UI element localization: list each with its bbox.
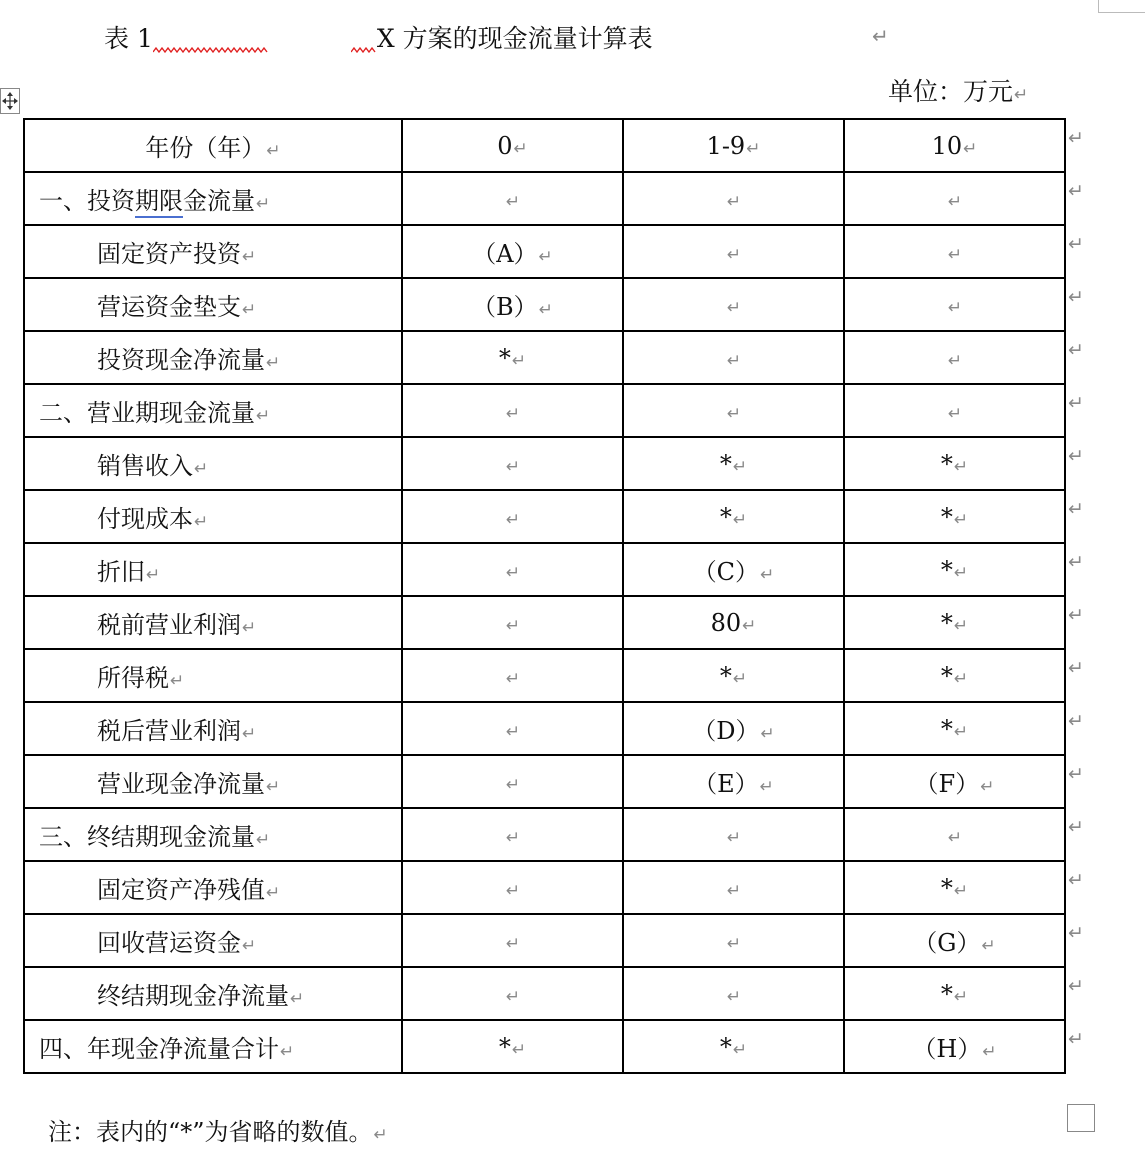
paragraph-mark: ↵ (256, 194, 271, 214)
row-end-mark: ↵ (1068, 445, 1084, 467)
paragraph-mark: ↵ (726, 244, 742, 265)
paragraph-mark: ↵ (146, 565, 161, 585)
table-header-row (24, 119, 1065, 172)
table-row (24, 543, 1065, 596)
table-row (24, 278, 1065, 331)
row-label: 固定资产投资 (97, 240, 241, 268)
paragraph-mark: ↵ (194, 512, 209, 532)
table-row (24, 1020, 1065, 1073)
row-end-marks (1068, 118, 1098, 1072)
row-end-mark: ↵ (1068, 498, 1084, 520)
row-label: 回收营运资金 (97, 929, 241, 957)
row-label-cell[interactable] (24, 914, 402, 967)
row-end-mark: ↵ (1068, 604, 1084, 626)
paragraph-mark: ↵ (242, 618, 257, 638)
table-number: 表 1 (104, 24, 153, 53)
table-row (24, 808, 1065, 861)
value-cell-year-1-9[interactable] (623, 172, 844, 225)
value-cell-year-1-9[interactable] (623, 967, 844, 1020)
paragraph-mark: ↵ (953, 721, 969, 742)
row-label-cell[interactable] (24, 808, 402, 861)
cell-value: * (498, 343, 511, 372)
value-cell-year-10[interactable] (844, 331, 1065, 384)
value-cell-year-10[interactable] (844, 1020, 1065, 1073)
paragraph-mark: ↵ (511, 1039, 527, 1060)
value-cell-year-10[interactable] (844, 490, 1065, 543)
value-cell-year-0[interactable] (402, 1020, 623, 1073)
value-cell-year-10[interactable] (844, 278, 1065, 331)
table-row (24, 490, 1065, 543)
value-cell-year-10[interactable] (844, 437, 1065, 490)
row-label: 营业现金净流量 (97, 770, 265, 798)
cell-value: * (498, 1032, 511, 1061)
paragraph-mark: ↵ (953, 668, 969, 689)
page-corner-marker (1098, 0, 1145, 13)
paragraph-mark: ↵ (759, 777, 774, 797)
row-end-mark: ↵ (1068, 975, 1084, 997)
cell-value: （C） (692, 558, 760, 586)
value-cell-year-0[interactable] (402, 914, 623, 967)
paragraph-mark: ↵ (242, 247, 257, 267)
grammar-underline: 期限 (135, 187, 183, 215)
paragraph-mark: ↵ (726, 880, 742, 901)
paragraph-mark: ↵ (505, 403, 521, 424)
row-end-mark: ↵ (1068, 551, 1084, 573)
paragraph-mark: ↵ (732, 509, 748, 530)
row-label: 所得税 (97, 664, 169, 692)
row-end-mark: ↵ (1068, 286, 1084, 308)
cell-value: （B） (472, 293, 538, 321)
value-cell-year-10[interactable] (844, 967, 1065, 1020)
paragraph-mark: ↵ (242, 936, 257, 956)
row-end-mark: ↵ (1068, 816, 1084, 838)
paragraph-mark: ↵ (266, 777, 281, 797)
value-cell-year-10[interactable] (844, 225, 1065, 278)
row-label-cell[interactable] (24, 490, 402, 543)
table-row (24, 225, 1065, 278)
paragraph-mark: ↵ (290, 989, 305, 1009)
paragraph-mark: ↵ (726, 986, 742, 1007)
paragraph-mark: ↵ (726, 350, 742, 371)
paragraph-mark: ↵ (505, 774, 521, 795)
value-cell-year-0[interactable] (402, 490, 623, 543)
paragraph-mark: ↵ (256, 830, 271, 850)
paragraph-mark: ↵ (538, 247, 553, 267)
paragraph-mark: ↵ (505, 933, 521, 954)
paragraph-mark: ↵ (170, 671, 185, 691)
value-cell-year-0[interactable] (402, 967, 623, 1020)
value-cell-year-1-9[interactable] (623, 1020, 844, 1073)
row-label-cell[interactable] (24, 649, 402, 702)
paragraph-mark: ↵ (953, 615, 969, 636)
row-end-mark: ↵ (1068, 922, 1084, 944)
row-label-cell[interactable] (24, 755, 402, 808)
table-row (24, 702, 1065, 755)
value-cell-year-10[interactable] (844, 172, 1065, 225)
paragraph-mark: ↵ (947, 827, 963, 848)
value-cell-year-0[interactable] (402, 861, 623, 914)
paragraph-mark: ↵ (982, 1042, 997, 1062)
cell-value: （D） (692, 717, 760, 745)
row-label-cell[interactable] (24, 861, 402, 914)
table-row (24, 861, 1065, 914)
value-cell-year-1-9[interactable] (623, 596, 844, 649)
value-cell-year-0[interactable] (402, 649, 623, 702)
unit-label: 单位：万元↵ (888, 77, 1029, 106)
paragraph-mark: ↵ (505, 880, 521, 901)
paragraph-mark: ↵ (726, 297, 742, 318)
paragraph-mark: ↵ (505, 456, 521, 477)
cell-value: * (719, 661, 732, 690)
value-cell-year-1-9[interactable] (623, 278, 844, 331)
paragraph-mark: ↵ (194, 459, 209, 479)
paragraph-mark: ↵ (947, 244, 963, 265)
cell-value: 80 (710, 608, 742, 637)
table-row (24, 649, 1065, 702)
value-cell-year-1-9[interactable] (623, 861, 844, 914)
value-cell-year-10[interactable] (844, 543, 1065, 596)
paragraph-mark: ↵ (953, 509, 969, 530)
value-cell-year-10[interactable] (844, 914, 1065, 967)
row-label-cell[interactable] (24, 967, 402, 1020)
paragraph-mark: ↵ (726, 191, 742, 212)
cell-value: * (940, 661, 953, 690)
value-cell-year-10[interactable] (844, 384, 1065, 437)
value-cell-year-1-9[interactable] (623, 808, 844, 861)
header-year-cell[interactable]: 年份（年）↵ (24, 119, 402, 172)
paragraph-mark: ↵ (538, 300, 553, 320)
value-cell-year-10[interactable] (844, 861, 1065, 914)
paragraph-mark: ↵ (726, 827, 742, 848)
value-cell-year-1-9[interactable] (623, 225, 844, 278)
paragraph-mark: ↵ (947, 403, 963, 424)
paragraph-mark: ↵ (742, 615, 757, 636)
paragraph-mark: ↵ (947, 350, 963, 371)
value-cell-year-1-9[interactable] (623, 914, 844, 967)
header-col-1-9[interactable]: 1-9↵ (623, 119, 844, 172)
row-label: 固定资产净残值 (97, 876, 265, 904)
row-label: 税后营业利润 (97, 717, 241, 745)
value-cell-year-0[interactable] (402, 543, 623, 596)
paragraph-mark: ↵ (242, 724, 257, 744)
cell-value: * (940, 608, 953, 637)
cell-value: * (940, 449, 953, 478)
value-cell-year-0[interactable] (402, 596, 623, 649)
table-row (24, 172, 1065, 225)
paragraph-mark: ↵ (266, 883, 281, 903)
row-label-cell[interactable] (24, 702, 402, 755)
value-cell-year-0[interactable] (402, 278, 623, 331)
cell-value: （H） (912, 1035, 982, 1063)
row-end-mark: ↵ (1068, 339, 1084, 361)
table-row (24, 331, 1065, 384)
paragraph-mark: ↵ (947, 297, 963, 318)
row-end-mark: ↵ (1068, 1028, 1084, 1050)
paragraph-mark: ↵ (760, 565, 775, 585)
row-label: 付现成本 (97, 505, 193, 533)
cash-flow-table (23, 118, 1066, 1074)
table-note: 注：表内的“*”为省略的数值。↵ (48, 1118, 388, 1146)
paragraph-mark: ↵ (981, 936, 996, 956)
table-row (24, 437, 1065, 490)
cell-value: （E） (693, 770, 759, 798)
row-label-cell[interactable] (24, 331, 402, 384)
cell-value: （A） (472, 240, 538, 268)
value-cell-year-0[interactable] (402, 702, 623, 755)
table-move-handle-icon[interactable] (0, 88, 20, 114)
value-cell-year-0[interactable] (402, 808, 623, 861)
row-end-mark: ↵ (1068, 127, 1084, 149)
paragraph-mark: ↵ (953, 456, 969, 477)
value-cell-year-1-9[interactable] (623, 384, 844, 437)
row-end-mark: ↵ (1068, 710, 1084, 732)
paragraph-mark: ↵ (505, 827, 521, 848)
paragraph-mark: ↵ (511, 350, 527, 371)
row-label: 四、年现金净流量合计 (39, 1035, 279, 1063)
value-cell-year-0[interactable] (402, 384, 623, 437)
value-cell-year-0[interactable] (402, 437, 623, 490)
row-label: 终结期现金净流量 (97, 982, 289, 1010)
spellcheck-underline (153, 26, 269, 56)
row-label-cell[interactable] (24, 1020, 402, 1073)
value-cell-year-10[interactable] (844, 649, 1065, 702)
table-title-text: X 方案的现金流量计算表 (376, 24, 653, 53)
paragraph-mark: ↵ (505, 191, 521, 212)
value-cell-year-1-9[interactable] (623, 755, 844, 808)
paragraph-mark: ↵ (980, 777, 995, 797)
table-row (24, 596, 1065, 649)
table-title (104, 20, 653, 58)
row-label: 一、投资期限金流量 (39, 187, 255, 215)
row-label-cell[interactable] (24, 278, 402, 331)
paragraph-mark: ↵ (953, 562, 969, 583)
cell-value: * (719, 1032, 732, 1061)
row-end-mark: ↵ (1068, 392, 1084, 414)
row-label: 二、营业期现金流量 (39, 399, 255, 427)
row-label: 税前营业利润 (97, 611, 241, 639)
value-cell-year-0[interactable] (402, 331, 623, 384)
row-label: 销售收入 (97, 452, 193, 480)
value-cell-year-1-9[interactable] (623, 437, 844, 490)
row-label-cell[interactable] (24, 596, 402, 649)
paragraph-mark: ↵ (505, 986, 521, 1007)
paragraph-mark: ↵ (505, 615, 521, 636)
value-cell-year-10[interactable] (844, 702, 1065, 755)
paragraph-mark: ↵ (505, 721, 521, 742)
paragraph-mark: ↵ (760, 724, 775, 744)
table-resize-handle[interactable] (1067, 1104, 1095, 1132)
paragraph-mark: ↵ (953, 880, 969, 901)
cell-value: （G） (913, 929, 981, 957)
value-cell-year-1-9[interactable] (623, 702, 844, 755)
cell-value: * (940, 979, 953, 1008)
paragraph-mark: ↵ (505, 668, 521, 689)
cell-value: * (719, 502, 732, 531)
table-row (24, 914, 1065, 967)
spellcheck-underline-small (351, 26, 377, 56)
paragraph-mark: ↵ (242, 300, 257, 320)
table-row (24, 755, 1065, 808)
row-label: 投资现金净流量 (97, 346, 265, 374)
table-row (24, 384, 1065, 437)
paragraph-mark: ↵ (732, 456, 748, 477)
cell-value: * (719, 449, 732, 478)
value-cell-year-1-9[interactable] (623, 543, 844, 596)
row-label: 三、终结期现金流量 (39, 823, 255, 851)
paragraph-mark: ↵ (726, 933, 742, 954)
cell-value: * (940, 873, 953, 902)
header-col-0[interactable]: 0↵ (402, 119, 623, 172)
row-end-mark: ↵ (1068, 657, 1084, 679)
row-label: 折旧 (97, 558, 145, 586)
table-row (24, 967, 1065, 1020)
paragraph-mark: ↵ (953, 986, 969, 1007)
row-label-cell[interactable] (24, 225, 402, 278)
cell-value: * (940, 714, 953, 743)
paragraph-mark: ↵ (726, 403, 742, 424)
cell-value: * (940, 502, 953, 531)
value-cell-year-1-9[interactable] (623, 331, 844, 384)
paragraph-mark: ↵ (505, 562, 521, 583)
value-cell-year-0[interactable] (402, 225, 623, 278)
value-cell-year-1-9[interactable] (623, 490, 844, 543)
row-label-cell[interactable] (24, 543, 402, 596)
row-label-cell[interactable] (24, 172, 402, 225)
value-cell-year-10[interactable] (844, 755, 1065, 808)
cell-value: （F） (914, 770, 980, 798)
value-cell-year-1-9[interactable] (623, 649, 844, 702)
row-end-mark: ↵ (1068, 869, 1084, 891)
cell-value: * (940, 555, 953, 584)
row-label: 营运资金垫支 (97, 293, 241, 321)
paragraph-mark: ↵ (732, 1039, 748, 1060)
paragraph-mark: ↵ (732, 668, 748, 689)
paragraph-mark: ↵ (256, 406, 271, 426)
paragraph-mark: ↵ (266, 353, 281, 373)
value-cell-year-10[interactable] (844, 596, 1065, 649)
row-end-mark: ↵ (1068, 763, 1084, 785)
title-paragraph-mark: ↵ (872, 24, 889, 48)
row-end-mark: ↵ (1068, 180, 1084, 202)
paragraph-mark: ↵ (505, 509, 521, 530)
row-label-cell[interactable] (24, 437, 402, 490)
value-cell-year-0[interactable] (402, 172, 623, 225)
value-cell-year-0[interactable] (402, 755, 623, 808)
row-end-mark: ↵ (1068, 233, 1084, 255)
paragraph-mark: ↵ (280, 1042, 295, 1062)
value-cell-year-10[interactable] (844, 808, 1065, 861)
header-col-10[interactable]: 10↵ (844, 119, 1065, 172)
row-label-cell[interactable] (24, 384, 402, 437)
paragraph-mark: ↵ (947, 191, 963, 212)
